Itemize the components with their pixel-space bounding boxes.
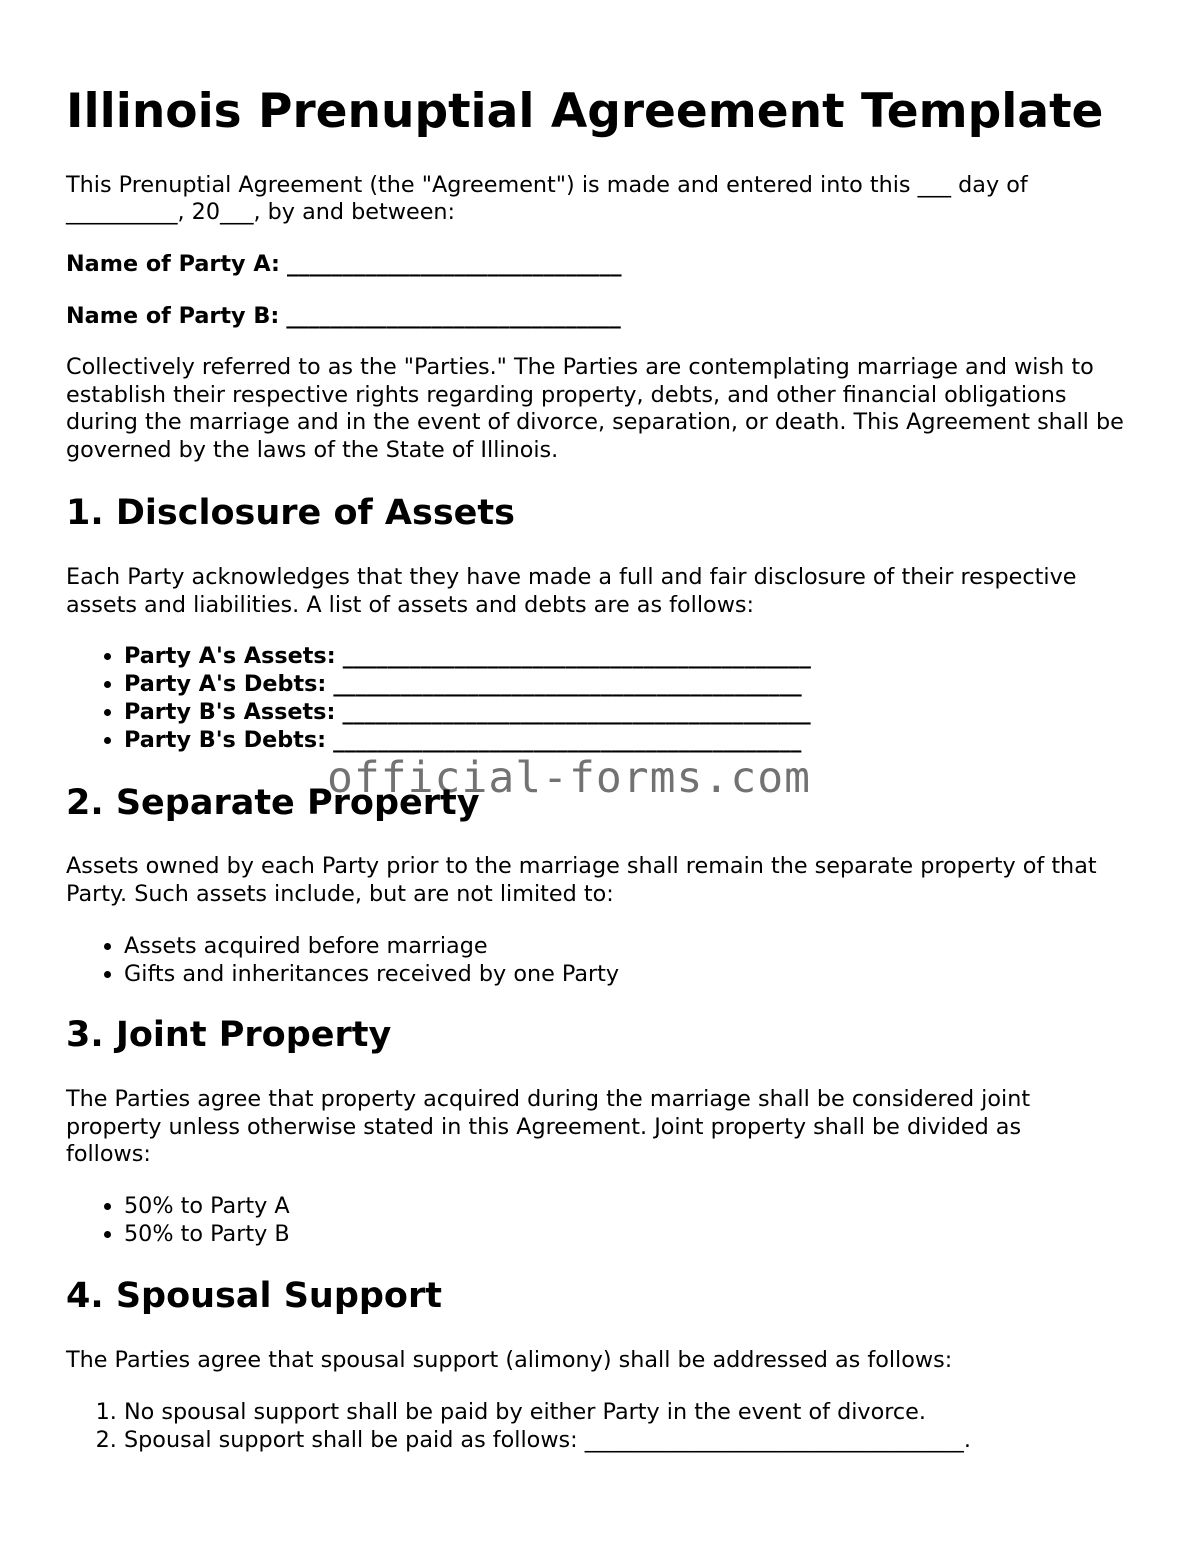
list-item: • Gifts and inheritances received by one Party	[124, 960, 619, 988]
section-1-body: Each Party acknowledges that they have made a full and fair disclosure of their respective assets and liabilities. A list of assets and debts are as follows:	[66, 564, 1077, 618]
list-item: • Assets acquired before marriage	[124, 932, 619, 960]
section-4-list	[66, 1398, 971, 1454]
item-blank: __________________________________________	[342, 643, 811, 669]
item-blank: __________________________________________	[342, 699, 811, 725]
list-item: 1. No spousal support shall be paid by either Party in the event of divorce.	[124, 1398, 971, 1426]
party-b-line	[66, 303, 1136, 331]
list-item	[124, 670, 811, 698]
list-item	[124, 642, 811, 670]
item-blank: __________________________________________	[333, 727, 802, 753]
party-a-blank: ______________________________	[287, 251, 622, 277]
collective-paragraph: Collectively referred to as the "Parties." The Parties are contemplating marriage and wish to establish their respective rights regarding property, debts, and other financial obligations during the marriage and in the event of divorce, separation, or death. This Agreement shall be governed by the laws of the State of Illinois.	[66, 354, 1124, 463]
item-label: Party A's Debts:	[124, 671, 327, 697]
section-1-list	[66, 642, 811, 754]
document-title: Illinois Prenuptial Agreement Template	[66, 84, 1104, 139]
watermark-text: official-forms.com	[327, 753, 811, 803]
section-3-list	[66, 1192, 290, 1248]
list-item: 2. Spousal support shall be paid as follows: __________________________________.	[124, 1426, 971, 1454]
intro-line-2: __________, 20___, by and between:	[66, 199, 456, 225]
section-2-heading: 2. Separate Property	[66, 783, 480, 823]
list-item: • 50% to Party A	[124, 1192, 290, 1220]
intro-line-1: This Prenuptial Agreement (the "Agreement") is made and entered into this ___ day of	[66, 172, 1028, 198]
list-item: • 50% to Party B	[124, 1220, 290, 1248]
section-2-list	[66, 932, 619, 988]
party-b-label: Name of Party B:	[66, 303, 280, 329]
section-4-body: The Parties agree that spousal support (alimony) shall be addressed as follows:	[66, 1347, 953, 1373]
party-b-blank: ______________________________	[286, 303, 621, 329]
section-2-body: Assets owned by each Party prior to the marriage shall remain the separate property of that Party. Such assets include, but are not limited to:	[66, 853, 1097, 907]
item-label: Party A's Assets:	[124, 643, 336, 669]
party-a-line	[66, 251, 1136, 279]
section-1-heading: 1. Disclosure of Assets	[66, 493, 515, 533]
list-item	[124, 726, 811, 754]
section-3-body: The Parties agree that property acquired during the marriage shall be considered joint property unless otherwise stated in this Agreement. Joint property shall be divided as follows:	[66, 1086, 1031, 1167]
section-4-heading: 4. Spousal Support	[66, 1276, 442, 1316]
section-3-heading: 3. Joint Property	[66, 1015, 392, 1055]
item-blank: __________________________________________	[333, 671, 802, 697]
item-label: Party B's Assets:	[124, 699, 336, 725]
party-a-label: Name of Party A:	[66, 251, 280, 277]
item-label: Party B's Debts:	[124, 727, 327, 753]
list-item	[124, 698, 811, 726]
